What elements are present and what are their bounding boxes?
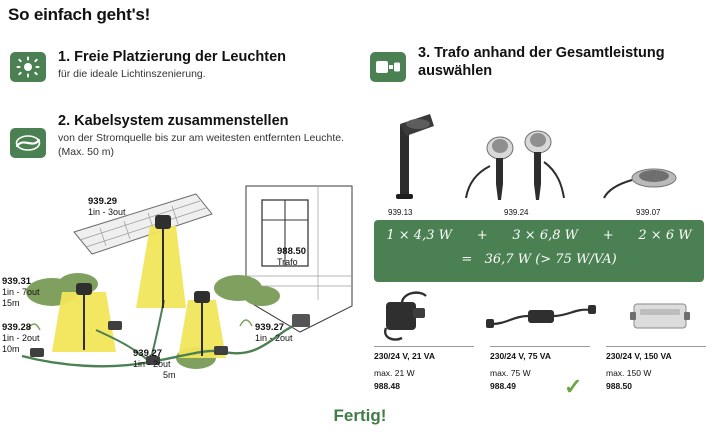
fixture-3-code: 939.07 — [636, 208, 661, 217]
trafo-2-head: 230/24 V, 75 VA — [490, 351, 551, 361]
divider-2 — [490, 346, 590, 347]
page-title: So einfach geht's! — [8, 5, 151, 24]
footer-title: Fertig! — [333, 406, 387, 425]
sun-lamp-icon — [10, 52, 46, 82]
step-3-title: 3. Trafo anhand der Gesamtleistung auswählen — [418, 45, 665, 80]
step-1-subtitle: für die ideale Lichtinszenierung. — [58, 68, 206, 81]
fixtures-svg — [372, 108, 708, 220]
trafo-1-art: 988.48 — [374, 380, 400, 391]
transformer-option-21va[interactable] — [374, 348, 486, 392]
formula-result: 36,7 W (> 75 W/VA) — [484, 252, 617, 267]
trafo-2-art: 988.49 — [490, 380, 516, 391]
trafo-3-art: 988.50 — [606, 380, 632, 391]
fixture-1-code: 939.13 — [388, 208, 413, 217]
label-939-29: 939.29 1in - 3out — [88, 196, 126, 218]
trafo-1-max: max. 21 W — [374, 368, 415, 379]
transformers-svg — [368, 288, 712, 350]
transformer-icon — [370, 52, 406, 82]
fixtures-row — [372, 108, 708, 220]
cable-system-icon — [10, 128, 46, 158]
step-2-subtitle: von der Stromquelle bis zur am weitesten entfernten Leuchte. (Max. 50 m) — [58, 132, 344, 158]
formula-equals: = — [461, 252, 473, 267]
formula-term-1: 1 × 4,3 W — [386, 228, 452, 243]
step-1-title: 1. Freie Platzierung der Leuchten — [58, 49, 287, 65]
step-2-title: 2. Kabelsystem zusammenstellen — [58, 113, 289, 129]
label-988-50: 988.50 Trafo — [277, 246, 307, 268]
garden-scene-svg — [0, 180, 360, 395]
label-939-28: 939.28 1in - 2out 10m — [2, 322, 40, 355]
formula-op-1: + — [476, 228, 488, 243]
formula-term-2: 3 × 6,8 W — [512, 228, 578, 243]
fixture-2-code: 939.24 — [504, 208, 529, 217]
selected-check-icon: ✓ — [564, 374, 583, 399]
power-formula — [374, 220, 704, 282]
label-939-27-b: 939.27 1in - 2out — [255, 322, 293, 344]
formula-op-2: + — [602, 228, 614, 243]
label-939-31: 939.31 1in - 7out 15m — [2, 276, 40, 309]
step-3-block — [370, 44, 700, 80]
transformer-options — [368, 288, 712, 399]
trafo-3-head: 230/24 V, 150 VA — [606, 351, 672, 361]
step-1-block — [10, 48, 350, 82]
selection-panel — [368, 108, 712, 399]
step-2-block — [10, 112, 350, 159]
transformer-option-150va[interactable] — [606, 348, 718, 392]
trafo-1-head: 230/24 V, 21 VA — [374, 351, 435, 361]
formula-term-3: 2 × 6 W — [638, 228, 692, 243]
label-939-27-a: 939.27 1in - 2out 5m — [133, 348, 176, 381]
transformer-option-75va[interactable] — [490, 348, 602, 392]
garden-illustration — [0, 180, 360, 395]
trafo-3-max: max. 150 W — [606, 368, 652, 379]
divider-1 — [374, 346, 474, 347]
divider-3 — [606, 346, 706, 347]
trafo-2-max: max. 75 W — [490, 368, 531, 379]
